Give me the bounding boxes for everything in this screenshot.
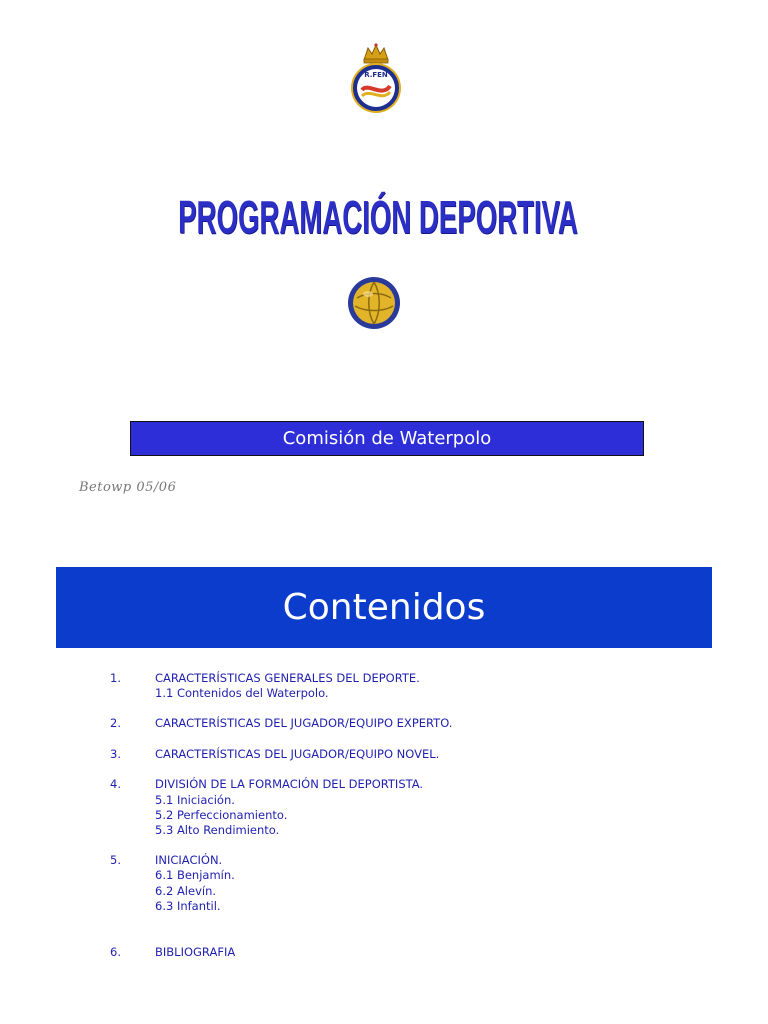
document-title: PROGRAMACIÓN DEPORTIVA [178, 191, 578, 243]
toc-subitem: 5.2 Perfeccionamiento. [155, 808, 288, 822]
crown-icon [364, 43, 388, 63]
toc-item: DIVISIÓN DE LA FORMACIÓN DEL DEPORTISTA. [155, 777, 424, 791]
toc-item: BIBLIOGRAFIA [155, 945, 236, 959]
toc-subitem: 1.1 Contenidos del Waterpolo. [155, 686, 329, 700]
toc-item: CARACTERÍSTICAS DEL JUGADOR/EQUIPO EXPERTO. [155, 716, 453, 730]
toc-item: CARACTERÍSTICAS DEL JUGADOR/EQUIPO NOVEL. [155, 747, 440, 761]
toc-item: INICIACIÓN. [155, 853, 223, 867]
toc-item: CARACTERÍSTICAS GENERALES DEL DEPORTE. [155, 671, 420, 685]
toc-number: 4. [110, 777, 121, 791]
commission-label: Comisión de Waterpolo [130, 421, 644, 456]
toc-number: 1. [110, 671, 121, 685]
toc-subitem: 6.3 Infantil. [155, 899, 221, 913]
contents-heading: Contenidos [56, 567, 712, 648]
version-stamp: Betowp 05/06 [79, 480, 177, 495]
toc-subitem: 6.2 Alevín. [155, 884, 217, 898]
waterpolo-ball-icon [347, 276, 401, 330]
toc-number: 3. [110, 747, 121, 761]
toc-subitem: 5.1 Iniciación. [155, 793, 235, 807]
toc-number: 6. [110, 945, 121, 959]
rfen-crest-logo [338, 42, 414, 114]
toc-number: 5. [110, 853, 121, 867]
toc-number: 2. [110, 716, 121, 730]
crest-text: R.FEN [364, 71, 388, 79]
toc-subitem: 6.1 Benjamín. [155, 868, 235, 882]
toc-subitem: 5.3 Alto Rendimiento. [155, 823, 280, 837]
